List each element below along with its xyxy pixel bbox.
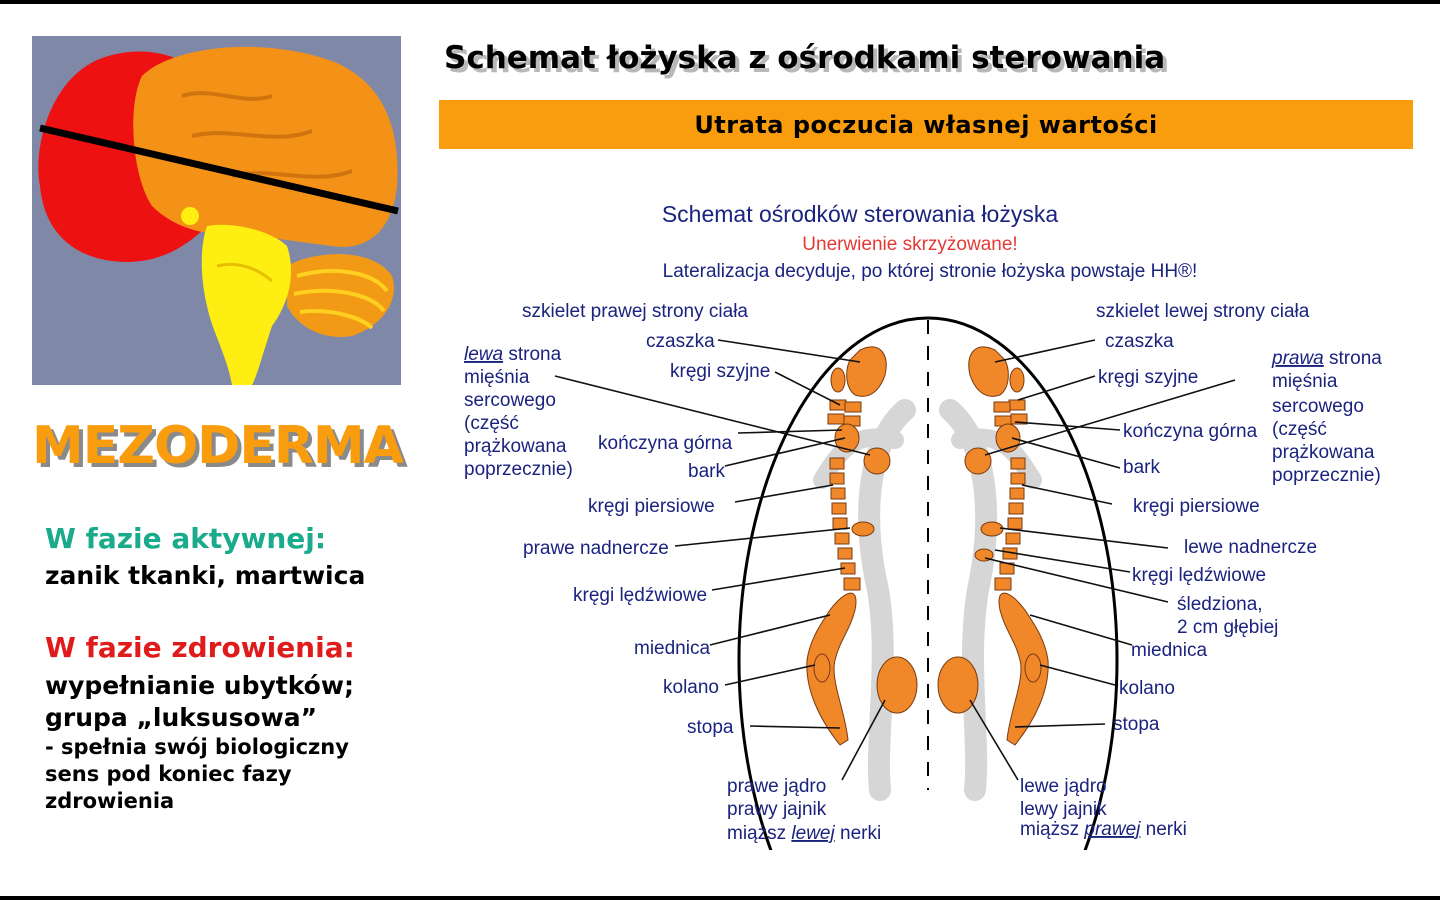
subtitle-band bbox=[439, 100, 1413, 149]
left-heart-line2: mięśnia bbox=[464, 367, 530, 388]
right-label-konczyna-gorna: kończyna górna bbox=[1123, 421, 1258, 442]
left-heart-line1 bbox=[464, 344, 562, 365]
left-heart-em: lewa bbox=[464, 344, 504, 365]
right-label-sledziona-line2: 2 cm głębiej bbox=[1177, 617, 1279, 638]
right-heart-line6: poprzecznie) bbox=[1272, 465, 1381, 486]
left-heart-line3: sercowego bbox=[464, 390, 556, 411]
left-label-czaszka: czaszka bbox=[646, 331, 715, 352]
right-gonad-line3 bbox=[1020, 819, 1187, 840]
active-phase-text: zanik tkanki, martwica bbox=[45, 561, 366, 590]
healing-note-line3: zdrowienia bbox=[45, 789, 175, 813]
left-label-bark: bark bbox=[688, 461, 725, 482]
right-label-kregi-ledzwiowe: kręgi lędźwiowe bbox=[1132, 565, 1267, 586]
right-label-kregi-szyjne: kręgi szyjne bbox=[1098, 367, 1199, 388]
left-label-nadnercze: prawe nadnercze bbox=[523, 538, 669, 559]
right-heart-line2: mięśnia bbox=[1272, 371, 1338, 392]
right-label-czaszka: czaszka bbox=[1105, 331, 1174, 352]
healing-phase-line2: grupa „luksusowa” bbox=[45, 703, 318, 732]
left-label-kregi-piersiowe: kręgi piersiowe bbox=[588, 496, 715, 517]
right-label-kolano: kolano bbox=[1119, 678, 1175, 699]
right-heart-rest: strona bbox=[1323, 348, 1382, 369]
left-heart-rest: strona bbox=[503, 344, 562, 365]
right-side-header: szkielet lewej strony ciała bbox=[1096, 301, 1310, 322]
left-heart-line6: poprzecznie) bbox=[464, 459, 573, 480]
left-label-kolano: kolano bbox=[663, 677, 719, 698]
left-heart-line4: (część bbox=[464, 413, 519, 434]
brain-illustration bbox=[32, 36, 401, 385]
right-gonad-line1: lewe jądro bbox=[1020, 776, 1107, 797]
bottom-border bbox=[0, 896, 1440, 900]
healing-note-line1: - spełnia swój biologiczny bbox=[45, 735, 349, 759]
diagram-note: Lateralizacja decyduje, po której stronie łożyska powstaje HH®! bbox=[662, 261, 1198, 282]
right-gonad-line2: lewy jajnik bbox=[1020, 799, 1107, 820]
right-label-nadnercze: lewe nadnercze bbox=[1184, 537, 1318, 558]
placenta-diagram bbox=[450, 190, 1440, 850]
right-heart-line5: prążkowana bbox=[1272, 442, 1375, 463]
healing-phase-heading: W fazie zdrowienia: bbox=[45, 631, 355, 664]
left-label-kregi-ledzwiowe: kręgi lędźwiowe bbox=[573, 585, 708, 606]
left-label-kregi-szyjne: kręgi szyjne bbox=[670, 361, 771, 382]
left-label-miednica: miednica bbox=[634, 638, 711, 659]
right-heart-line3: sercowego bbox=[1272, 396, 1364, 417]
healing-note-line2: sens pod koniec fazy bbox=[45, 762, 292, 786]
left-gonad-line1: prawe jądro bbox=[727, 776, 827, 797]
left-gonad-l3a: miąższ bbox=[727, 823, 792, 844]
left-gonad-l3b: nerki bbox=[834, 823, 882, 844]
right-label-miednica: miednica bbox=[1131, 640, 1208, 661]
right-label-sledziona-line1: śledziona, bbox=[1177, 594, 1263, 615]
right-gonad-l3a: miąższ bbox=[1020, 819, 1085, 840]
right-heart-line1 bbox=[1271, 348, 1382, 369]
right-gonad-l3b: nerki bbox=[1140, 819, 1187, 840]
right-label-kregi-piersiowe: kręgi piersiowe bbox=[1133, 496, 1260, 517]
left-label-konczyna-gorna: kończyna górna bbox=[598, 433, 733, 454]
active-phase-heading: W fazie aktywnej: bbox=[45, 522, 327, 555]
diagram-title: Schemat ośrodków sterowania łożyska bbox=[661, 201, 1059, 227]
left-side-header: szkielet prawej strony ciała bbox=[522, 301, 748, 322]
right-heart-em: prawa bbox=[1272, 348, 1324, 369]
left-label-stopa: stopa bbox=[687, 717, 734, 738]
right-label-stopa: stopa bbox=[1113, 714, 1160, 735]
left-heart-line5: prążkowana bbox=[464, 436, 567, 457]
left-gonad-l3em: lewej bbox=[791, 823, 835, 844]
right-gonad-l3em: prawej bbox=[1084, 819, 1141, 840]
healing-phase-line1: wypełnianie ubytków; bbox=[45, 671, 354, 700]
page-title: Schemat łożyska z ośrodkami sterowania bbox=[444, 40, 1166, 76]
germ-layer-label: MEZODERMA bbox=[32, 416, 403, 476]
right-label-bark: bark bbox=[1123, 457, 1160, 478]
diagram-warning: Unerwienie skrzyżowane! bbox=[802, 234, 1018, 255]
right-heart-line4: (część bbox=[1272, 419, 1327, 440]
subtitle: Utrata poczucia własnej wartości bbox=[694, 110, 1158, 139]
top-border bbox=[0, 0, 1440, 4]
left-gonad-line3 bbox=[727, 823, 881, 844]
left-gonad-line2: prawy jajnik bbox=[727, 799, 827, 820]
